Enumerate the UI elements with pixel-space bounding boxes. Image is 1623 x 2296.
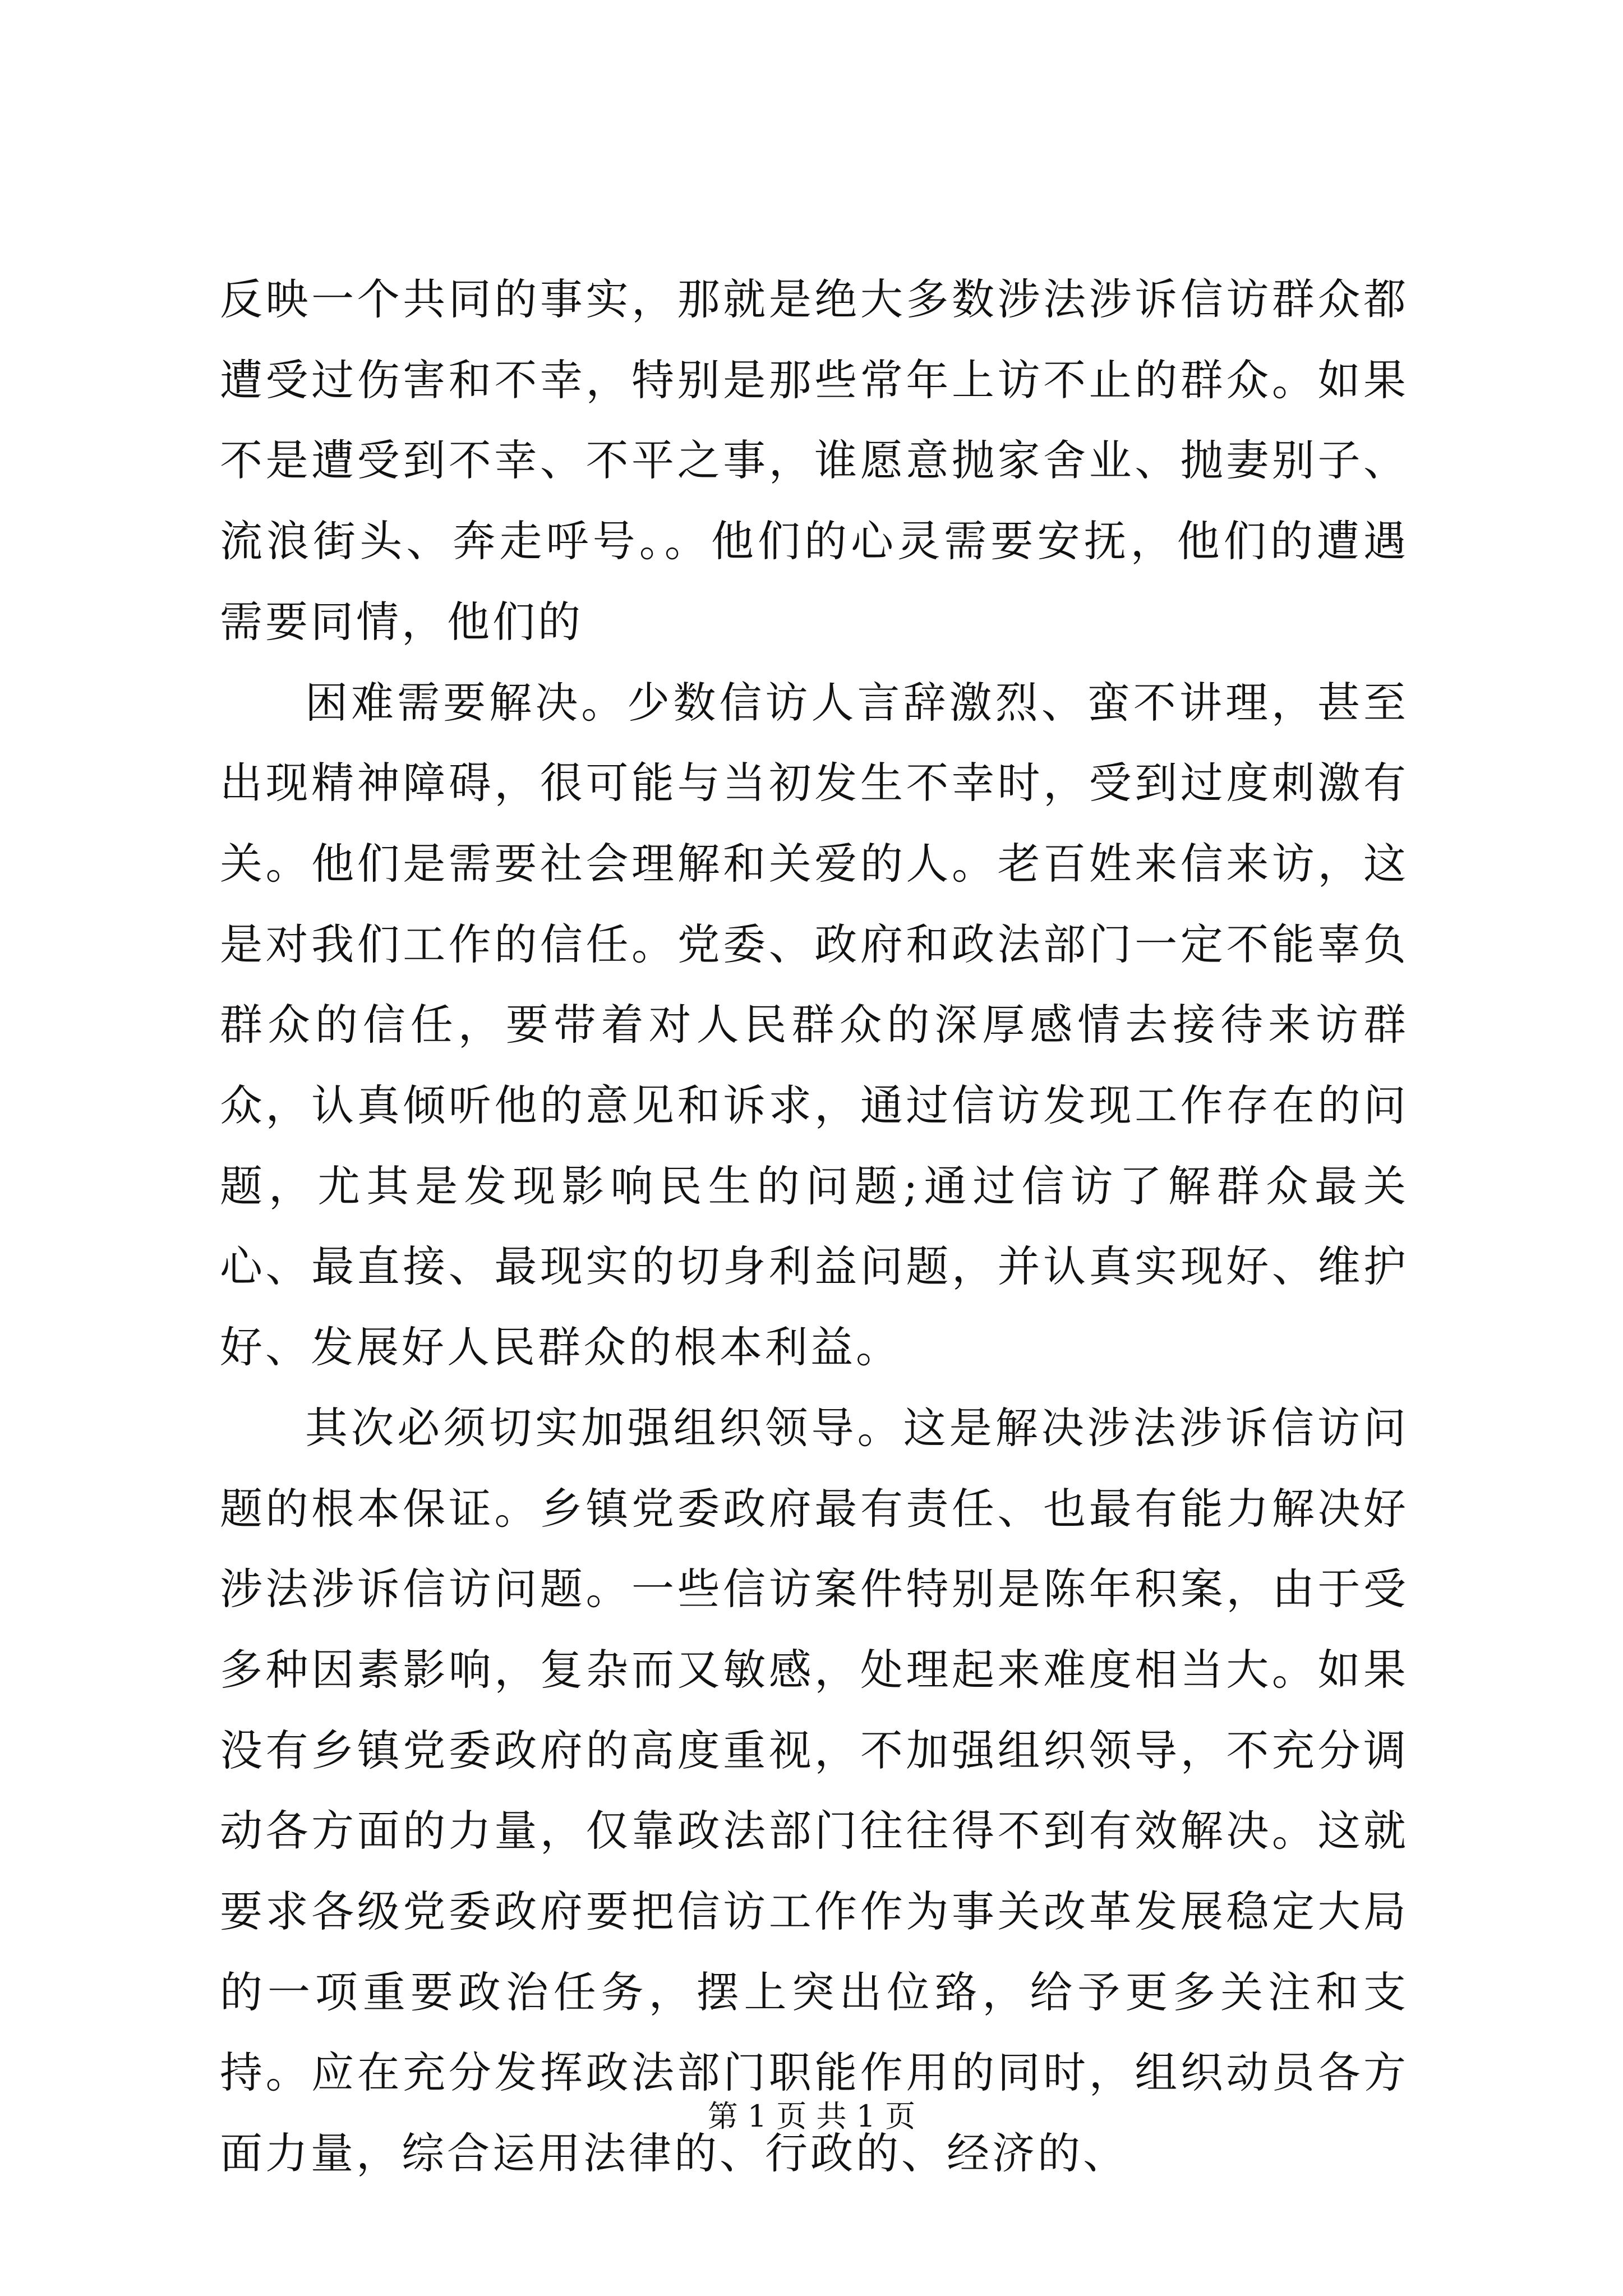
document-body [220, 259, 1409, 2194]
paragraph-3: 其次必须切实加强组织领导。这是解决涉法涉诉信访问题的根本保证。乡镇党委政府最有责任、也最有能力解决好涉法涉诉信访问题。一些信访案件特别是陈年积案，由于受多种因素影响，复杂而又敏感，处理起来难度相当大。如果没有乡镇党委政府的高度重视，不加强组织领导，不充分调动各方面的力量，仅靠政法部门往往得不到有效解决。这就要求各级党委政府要把信访工作作为事关改革发展稳定大局的一项重要政治任务，摆上突出位臵，给予更多关注和支持。应在充分发挥政法部门职能作用的同时，组织动员各方面力量，综合运用法律的、行政的、经济的、 [220, 1402, 1409, 2179]
paragraph-2: 困难需要解决。少数信访人言辞激烈、蛮不讲理，甚至出现精神障碍，很可能与当初发生不幸时，受到过度刺激有关。他们是需要社会理解和关爱的人。老百姓来信来访，这是对我们工作的信任。党委、政府和政法部门一定不能辜负群众的信任，要带着对人民群众的深厚感情去接待来访群众，认真倾听他的意见和诉求，通过信访发现工作存在的问题，尤其是发现影响民生的问题;通过信访了解群众最关心、最直接、最现实的切身利益问题，并认真实现好、维护好、发展好人民群众的根本利益。 [220, 677, 1409, 1373]
paragraph-1: 反映一个共同的事实，那就是绝大多数涉法涉诉信访群众都遭受过伤害和不幸，特别是那些常年上访不止的群众。如果不是遭受到不幸、不平之事，谁愿意抛家舍业、抛妻别子、流浪街头、奔走呼号。。他们的心灵需要安抚，他们的遭遇需要同情，他们的 [220, 274, 1409, 647]
page-footer: 第 1 页 共 1 页 [707, 2099, 916, 2134]
